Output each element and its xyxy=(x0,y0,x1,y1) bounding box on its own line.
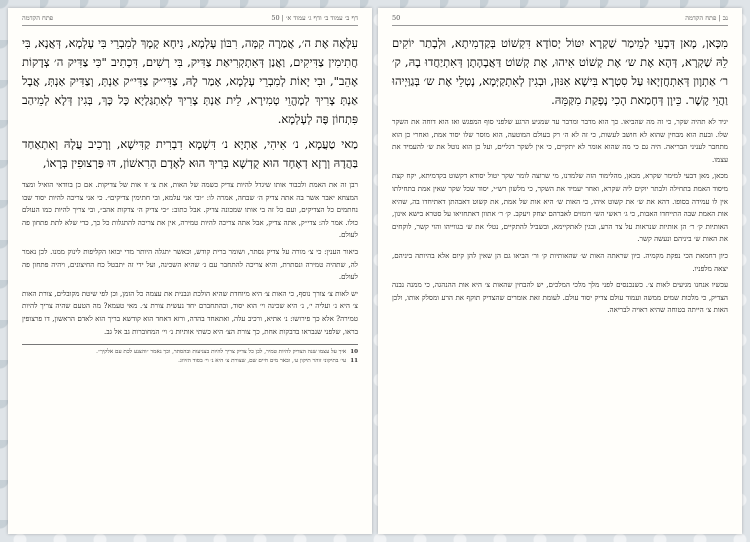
footnotes xyxy=(22,344,358,366)
right-header-right: נב | פתח הקדמה xyxy=(685,14,728,22)
commentary-paragraph: רבן זה את האמת ולכבוד אותו שיגדל להיות צדיק כשמה של האות, את צ׳ זו אות של צדיקות. אם כן בוודאי הואיל ומצד המצחא יאבר אשר בה אתה צדיק ה׳ שבחה, אמרה לו: ״ובי אני עלמא, ובי חתימין צדיקים״. כי אני צריכה להיות יסוד שבו נחתמים כל הצדיקים, ועם כל זה בי אותו שמכונה צדיק. אבל כתוב: ״כי צדיק ה׳ צדקות אהב״, ובי צריך להיות כמו העולם כולו. אמר לה: צדי״ק, אתה צדיק, אבל אתה צריכה להיות טמירה, אין את צריכה להתגלות כל כך, כדי שלא לתת פתחון פה לעולם. xyxy=(22,180,358,240)
right-page-header xyxy=(392,14,728,26)
footnote-text: עי׳ בתיקוני זוהר תיקון ע׳, ובאר מים חיים שם, שצורת צ׳ היא נ׳ וי׳ בסוד הזיווג. xyxy=(178,358,347,365)
commentary-paragraph: עכשיו אנחנו מגיעים לאות צ׳. כשנכנסים לפני מלך מלכי המלכים, יש להבחין שהאות צ׳ היא אות ההנהגה, כי ממנה נבנה הצדיק, כי מלכות שמים ממשה ועמוד עולם צדיק יסוד עולם. לעומת זאת אומרים שהצדיק תוקף את הרע ומסלק אותו, ולכן האות צ׳ הייתה בטוחה שהיא ראויה לבריאה. xyxy=(392,280,728,315)
commentary-paragraph: יש לאות צ׳ צורך נוסף, כי האות צ׳ היא מיוחדת שהיא הולכת ונבנית את עצמה כל הזמן, וכן לפי שיטת מקובלים, צורת האות צ׳ היא נ׳ ועליה י׳, נ׳ היא שכינה וי׳ הוא יסוד, ובהתחברם יחד נעשית צורת צ׳. מאי טעמא? מה הטעם שהיה צריך להיות טמירה? אלא כך פירושו: נ׳ אתיא, ורכיב עלה, ואתאחד בהדה, ורזא דאחד הוא קודשא בריך הוא לאדם הראשון, דו פרצופין בראו, שלפני שנבראו בדבקות אחת, כך צורת הצ׳ היא כשתי אותיות נ׳ וי׳ המחוברות גב אל גב. xyxy=(22,288,358,336)
left-page-content xyxy=(22,34,358,526)
left-header-left: פתח הקדמה xyxy=(22,14,54,22)
footnote xyxy=(22,357,358,366)
zohar-paragraph: עִלָּאָה אֶת ה׳, אֲמַרָה קִמָּה, רִבּוֹן עָלְמָא, נִיחָא קָמָךְ לְמִבְרֵי בִּי עָלְמָא, דְּאֲנָא, בִּי חֲתִימִין צַדִּיקִים, וַאֲנַן דְּאִתְקְרִיאַת צַדִּיק, בִּי רְשִׁים, דִּכְתִיב "כִּי צַדִּיק ה׳ צְדָקוֹת אָהֵב", וּבִי יָאוֹת לְמִבְרֵי עָלְמָא, אָמַר לָהּ, צַדִּי״ק צַדִּי״ק אַנְתְּ, וְצַדִּיק אַנְתְּ, אֲבָל אַנְתְּ צָרִיךְ לְמֶהֱוֵי טְמִירָא, לֵית אַנְתְּ צָרִיךְ לְאִתְגַּלְיָא כָּל כָּךְ, בְּגִין דְּלָא לְמֵיהַב פִּתְחוֹן פֶּה לְעָלְמָא. xyxy=(22,36,358,126)
right-page xyxy=(378,8,742,534)
left-page-header xyxy=(22,14,358,26)
footnote-number: 10 xyxy=(350,349,358,356)
right-page-content xyxy=(392,34,728,526)
commentary-paragraph: כיון דחמאת הכי נפקת מקמיה. כיון שראתה האות ש׳ שהאותיות ק׳ ור׳ הביאו גם הן שאין להן קיום אלא בהיותה ביניהם, יצאה מלפניו. xyxy=(392,250,728,273)
commentary-paragraph: מכאן, מאן דבעי למימר שקרא, מכאן, מהלימוד הזה שלמדנו, מי שרוצה לומר שקר יטול יסודא דקשוט בקדמיתא, יקח קצת מיסוד האמת בתחילה ולבתר יוקים ליה שקרא, ואחר יעמיד את השקר, כי מלשון רש״י, יסוד שכל שקר שאין אמת בתחילתו אין לו עמידה בסופו. דהא את ש׳ את קשוט איהו, כי האות ש׳ היא אות של אמת, את קשוט דאבהתן דאתיחדו בה, שהיא אות האמת שבה התייחדו האבות, כי ג׳ ראשי הש׳ רומזים לאברהם יצחק ויעקב. ק׳ ר׳ אתוון דאתחזיאו על סטרא בישא אינון, האותיות ק׳ ר׳ הן אותיות שנראות על צד הרע, ובגין לאתקיימא, ובשביל להתקיים, נטלי את ש׳ בגווייהו והוי קשר, לוקחים את האות ש׳ ביניהם ונעשה קשר. xyxy=(392,171,728,244)
zohar-paragraph: מַאי טַעֲמָא, נ׳ אִיהִי, אַתְיָא נ׳ דִּשְׁמָא דִבְרִית קַדִּישָׁא, וְרָכִיב עֲלָהּ וְאִתְאַחַד בַּהֲדָהּ וְרָזָא דְאֶחָד הוּא קֻדְשָׁא בְּרִיךְ הוּא לְאָדָם הָרִאשׁוֹן, דּוּ פַּרְצוּפִין בְּרָאוֹ, xyxy=(22,137,358,170)
commentary-paragraph: יגיד לא תהיה שקר, כי זה מה שהביאו. כך הוא מדבר ומדבר עד שמגיע הרגע שלפני סוף המפגש ואז הוא דוחה את השקר שלו. ובעת הוא מבחין שהוא לא חושב לעשות, כי זה לא ה׳ רק בעולם המוטעה, הוא מוסר שלו יסוד אמת, ואחרי כן הוא מתחבר לעניני הבריאה. היה גם כי מה שהוא אומר לא יתקיים, כי אין לשקר רגליים, ועל כן הוא נוטל את ש׳ להעמיד את עצמו. xyxy=(392,117,728,164)
left-page xyxy=(8,8,372,534)
commentary-paragraph: ביאור הענין: כי צ׳ מורה על צדיק נסתר, ושומר ברית קודש, וכאשר יתגלה היותר מדי יבואו הקליפות לינוק ממנו. לכן נאמר לה, שתהיה טמירה ונסתרת, והיא צריכה להתחבר עם נ׳ שהיא השכינה, ועל ידי זה יתבטל כח החיצונים, ויהיה פתחון פה לעולם. xyxy=(22,246,358,282)
zohar-paragraph: מִכָּאן, מָאן דְּבָעֵי לְמֵימַר שַׁקְרָא יִטּוֹל יְסוֹדָא דִּקְשׁוֹט בְּקַדְמִיתָא, וּלְבָתַר יוֹקִים לֵהּ שַׁקְרָא, דְּהָא אֶת ש׳ אֶת קְשׁוֹט אִיהוּ, אֶת קְשׁוֹט דַּאֲבָהָתָן דְּאִתְיַחֲדוּ בָהּ, ק׳ ר׳ אַתְוָון דְּאִתְחֲזְיָאוּ עַל סִטְרָא בִּישָׁא אִנּוּן, וּבְגִין לְאִתְקַיְּמָא, נָטְלֵי אֶת ש׳ בְּגַוַּיְיהוּ וַהֲוֵי קֶשֶׁר. כֵּיוָן דְּחָמַאת הָכִי נָפְקַת מִקַּמֵּהּ. xyxy=(392,36,728,107)
footnote-text: איך על עצמו שנה הצדיק להיות טמיר, לכן כל צדיק צריך להיות בצניעות ובהסתר, וכך נאמר ״והצנע לכת עם אלקיך״. xyxy=(96,349,347,356)
footnote-number: 11 xyxy=(350,358,358,365)
footnote xyxy=(22,348,358,357)
right-header-left: 50 xyxy=(392,14,401,22)
left-header-right: דף ב׳ עמוד ב׳ ודף ג׳ עמוד א׳ | 50 xyxy=(271,14,358,22)
